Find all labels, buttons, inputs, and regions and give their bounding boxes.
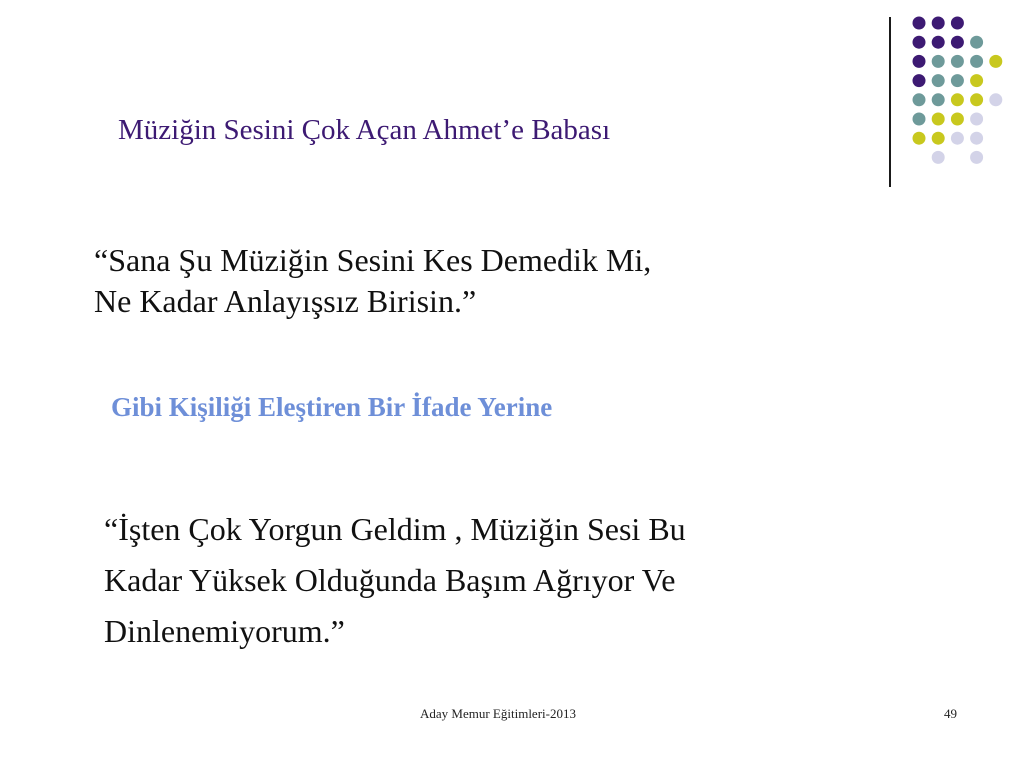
quote-i-message-line-1: “İşten Çok Yorgun Geldim , Müziğin Sesi Bu: [104, 511, 686, 547]
decorative-dot: [989, 93, 1002, 106]
decorative-dot: [913, 36, 926, 49]
decorative-dot: [932, 36, 945, 49]
slide-title: Müziğin Sesini Çok Açan Ahmet’e Babası: [118, 114, 611, 146]
decorative-dot: [951, 36, 964, 49]
quote-i-message-line-2: Kadar Yüksek Olduğunda Başım Ağrıyor Ve: [104, 562, 676, 599]
footer-text: Aday Memur Eğitimleri-2013: [420, 706, 576, 721]
decorative-dot: [951, 132, 964, 145]
decorative-dot: [970, 151, 983, 164]
header-divider-line: [889, 17, 891, 187]
decorative-dot: [951, 113, 964, 126]
quote-critical-line-2: Ne Kadar Anlayışsız Birisin.”: [94, 282, 477, 319]
decorative-dot: [913, 113, 926, 126]
decorative-dot: [932, 151, 945, 164]
decorative-dot: [951, 55, 964, 68]
decorative-dot: [913, 17, 926, 30]
decorative-dot: [970, 36, 983, 49]
quote-critical-line-1: “Sana Şu Müziğin Sesini Kes Demedik Mi,: [94, 242, 652, 278]
decorative-dot: [932, 55, 945, 68]
decorative-dot: [970, 113, 983, 126]
decorative-dot: [913, 132, 926, 145]
decorative-dot: [970, 93, 983, 106]
decorative-dot: [932, 113, 945, 126]
decorative-dot: [970, 55, 983, 68]
decorative-dot: [913, 93, 926, 106]
decorative-dot: [951, 93, 964, 106]
decorative-dot: [932, 93, 945, 106]
decorative-dot: [932, 74, 945, 87]
decorative-dot-grid: [0, 0, 1024, 200]
decorative-dot: [932, 17, 945, 30]
quote-i-message-line-3: Dinlenemiyorum.”: [104, 613, 345, 650]
quote-i-message: [104, 504, 864, 658]
decorative-dot: [951, 17, 964, 30]
decorative-dot: [913, 55, 926, 68]
decorative-dot: [913, 74, 926, 87]
decorative-dot: [970, 74, 983, 87]
slide-subtitle: Gibi Kişiliği Eleştiren Bir İfade Yerine: [111, 392, 553, 422]
decorative-dot: [970, 132, 983, 145]
decorative-dot: [989, 55, 1002, 68]
decorative-dot: [932, 132, 945, 145]
decorative-dot: [951, 74, 964, 87]
page-number: 49: [944, 706, 957, 721]
quote-critical: [94, 240, 834, 322]
